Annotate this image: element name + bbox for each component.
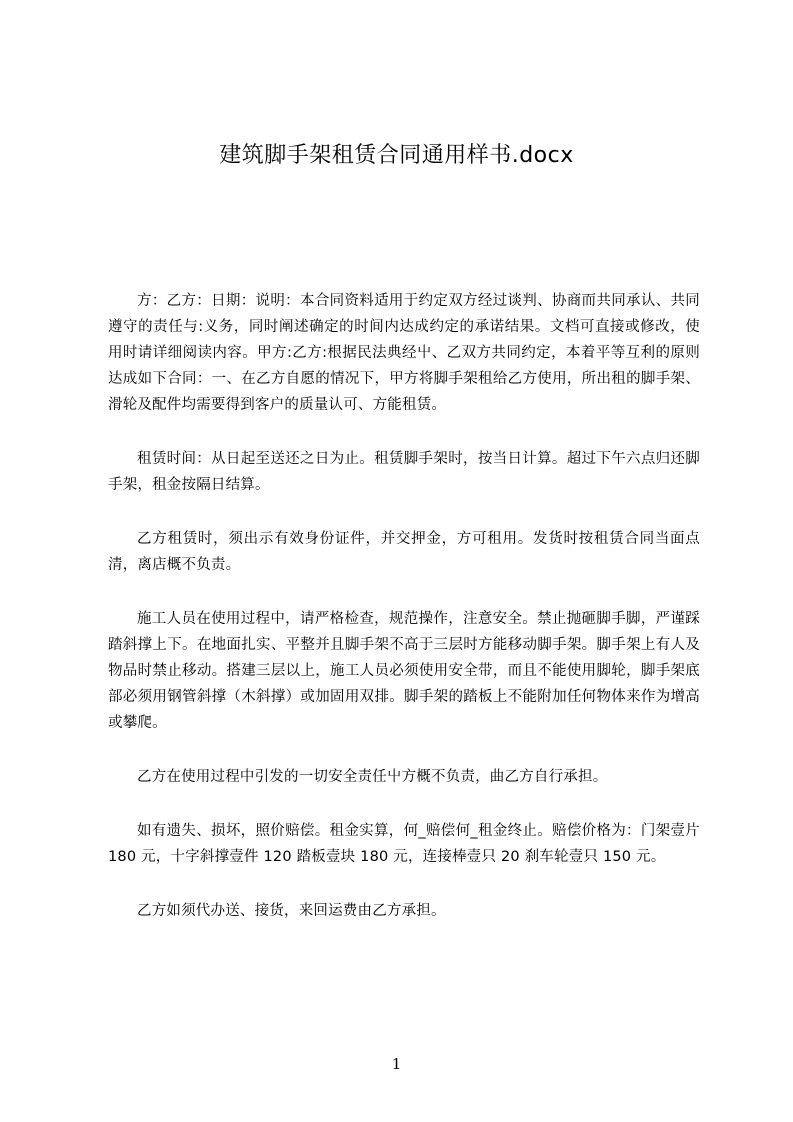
paragraph-safety-rules: 施工人员在使用过程中，请严格检查，规范操作，注意安全。禁止抛砸脚手脚，严谨踩踏斜撑上下。在地面扎实、平整并且脚手架不高于三层时方能移动脚手架。脚手架上有人及物品时禁止移动。搭建三层以上，施工人员必须使用安全带，而且不能使用脚轮，脚手架底部必须用钢管斜撑（木斜撑）或加固用双排。脚手架的踏板上不能附加任何物体来作为增高或攀爬。	[108, 611, 700, 731]
paragraph-rental-period: 租赁时间：从日起至送还之日为止。租赁脚手架时，按当日计算。超过下午六点归还脚手架，租金按隔日结算。	[108, 451, 700, 493]
paragraph-identification-deposit: 乙方租赁时，须出示有效身份证件，并交押金，方可租用。发货时按租赁合同当面点清，离店概不负责。	[108, 531, 700, 573]
paragraph-preamble: 方：乙方：日期：说明：本合同资料适用于约定双方经过谈判、协商而共同承认、共同遵守的责任与:义务，同时阐述确定的时间内达成约定的承诺结果。文档可直接或修改，使用时请详细阅读内容。甲方:乙方:根据民法典经屮、乙双方共同约定，本着平等互利的原则达成如下合同：一、在乙方自愿的情况下，甲方将脚手架租给乙方使用，所出租的脚手架、滑轮及配件均需要得到客户的质量认可、方能租赁。	[108, 293, 700, 413]
paragraph-compensation: 如有遗失、损坏，照价赔偿。租金实算，何_赔偿何_租金终止。赔偿价格为：门架壹片 180 元，十字斜撑壹件 120 踏板壹块 180 元，连接棒壹只 20 刹车轮壹只 150 元。	[108, 823, 700, 865]
document-title: 建筑脚手架租赁合同通用样书.docx	[219, 143, 574, 168]
paragraph-delivery: 乙方如须代办送、接货，来回运费由乙方承担。	[137, 903, 446, 919]
document-body	[108, 288, 700, 952]
paragraph-liability: 乙方在使用过程中引发的一切安全责任屮方概不负责，曲乙方自行承担。	[137, 769, 608, 785]
page-number: 1	[391, 1055, 402, 1073]
